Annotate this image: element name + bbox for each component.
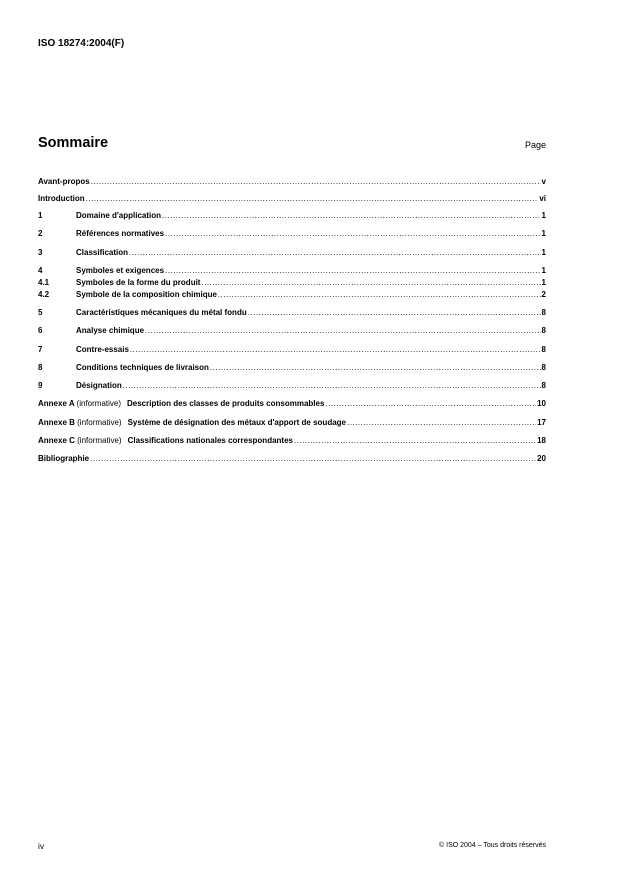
dot-leader: [162, 211, 541, 221]
toc-entry-number: 2: [38, 229, 43, 238]
toc-entry-title: Analyse chimique: [76, 326, 145, 335]
toc-entry-1[interactable]: [38, 211, 546, 221]
toc-entry-page: 8: [541, 345, 546, 354]
toc-entry-title: Symbole de la composition chimique: [76, 290, 217, 299]
toc-entry-7[interactable]: [38, 345, 546, 355]
toc-entry-number: 7: [38, 345, 43, 354]
toc-title: Sommaire: [38, 135, 109, 151]
dot-leader: [165, 266, 541, 276]
toc-entry-page: v: [541, 177, 546, 186]
toc-entry-title: Désignation: [76, 381, 122, 390]
toc-entry-5[interactable]: [38, 308, 546, 318]
document-header: ISO 18274:2004(F): [38, 38, 125, 49]
dot-leader: [347, 418, 536, 428]
toc-entry-title: Références normatives: [76, 229, 165, 238]
toc-entry-3[interactable]: [38, 248, 546, 258]
toc-entry-number: 4.2: [38, 290, 50, 299]
toc-entry-page: 8: [541, 381, 546, 390]
toc-entry-number: 4: [38, 266, 43, 275]
toc-entry-title: Avant-propos: [38, 177, 90, 186]
toc-entry-title: Domaine d'application: [76, 211, 162, 220]
toc-entry-2[interactable]: [38, 229, 546, 239]
toc-entry-page: 1: [541, 229, 546, 238]
toc-entry-8[interactable]: [38, 363, 546, 373]
dot-leader: [130, 345, 541, 355]
toc-entry-page: 8: [541, 308, 546, 317]
annex-prefix: [38, 418, 128, 428]
dot-leader: [248, 308, 541, 318]
toc-entry-title: Conditions techniques de livraison: [76, 363, 209, 372]
copyright-notice: © ISO 2004 – Tous droits réservés: [439, 842, 546, 849]
dot-leader: [86, 194, 539, 204]
toc-entry-page: vi: [539, 194, 546, 203]
dot-leader: [201, 278, 540, 288]
toc-entry-page: 17: [537, 418, 546, 427]
annex-type: (informative): [77, 418, 122, 427]
annex-label: Annexe A: [38, 399, 75, 408]
toc-entry-page: 1: [541, 211, 546, 220]
toc-entry-page: 1: [541, 248, 546, 257]
toc-entry-number: 9: [38, 381, 43, 390]
toc-entry-title: Symboles et exigences: [76, 266, 165, 275]
toc-entry-number: 1: [38, 211, 43, 220]
toc-entry-6[interactable]: [38, 326, 546, 336]
toc-entry-page: 2: [541, 290, 546, 299]
toc-entry-4-2[interactable]: [38, 290, 546, 300]
toc-entry-title: Introduction: [38, 194, 85, 203]
annex-type: (informative): [77, 436, 122, 445]
toc-entry-avant-propos[interactable]: [38, 177, 546, 187]
toc-entry-4[interactable]: [38, 266, 546, 276]
toc-entry-page: 20: [537, 454, 546, 463]
toc-entry-title: Bibliographie: [38, 454, 90, 463]
dot-leader: [123, 381, 541, 391]
page-number: iv: [38, 841, 45, 851]
annex-type: (informative): [76, 399, 121, 408]
dot-leader: [325, 399, 536, 409]
annex-label: Annexe C: [38, 436, 75, 445]
toc-entry-page: 10: [537, 399, 546, 408]
toc-entry-number: 6: [38, 326, 43, 335]
annex-label: Annexe B: [38, 418, 75, 427]
toc-entry-number: 3: [38, 248, 43, 257]
toc-entry-page: 1: [541, 278, 546, 287]
toc-entry-title: Contre-essais: [76, 345, 129, 354]
toc-entry-number: 8: [38, 363, 43, 372]
dot-leader: [294, 436, 536, 446]
dot-leader: [91, 177, 541, 187]
dot-leader: [218, 290, 541, 300]
toc-entry-annex-a[interactable]: [38, 399, 546, 409]
dot-leader: [165, 229, 541, 239]
annex-prefix: [38, 436, 128, 446]
toc-page-column-label: Page: [524, 140, 546, 150]
toc-entry-introduction[interactable]: [38, 194, 546, 204]
dot-leader: [210, 363, 541, 373]
dot-leader: [90, 454, 536, 464]
toc-entry-title: Symboles de la forme du produit: [76, 278, 201, 287]
toc-entry-title: Système de désignation des métaux d'apport de soudage: [127, 418, 346, 427]
toc-entry-title: Caractéristiques mécaniques du métal fondu: [76, 308, 247, 317]
toc-entry-4-1[interactable]: [38, 278, 546, 288]
toc-entry-annex-b[interactable]: [38, 418, 546, 428]
dot-leader: [145, 326, 541, 336]
toc-entry-9[interactable]: [38, 381, 546, 391]
toc-entry-number: 5: [38, 308, 43, 317]
toc-entry-page: 1: [541, 266, 546, 275]
toc-entry-page: 8: [541, 326, 546, 335]
toc-entry-bibliography[interactable]: [38, 454, 546, 464]
annex-prefix: [38, 399, 127, 409]
toc-entry-number: 4.1: [38, 278, 50, 287]
dot-leader: [129, 248, 541, 258]
toc-entry-title: Classification: [76, 248, 129, 257]
toc-entry-page: 18: [537, 436, 546, 445]
toc-entry-page: 8: [541, 363, 546, 372]
toc-entry-title: Classifications nationales correspondantes: [127, 436, 293, 445]
toc-entry-annex-c[interactable]: [38, 436, 546, 446]
toc-entry-title: Description des classes de produits consommables: [127, 399, 325, 408]
